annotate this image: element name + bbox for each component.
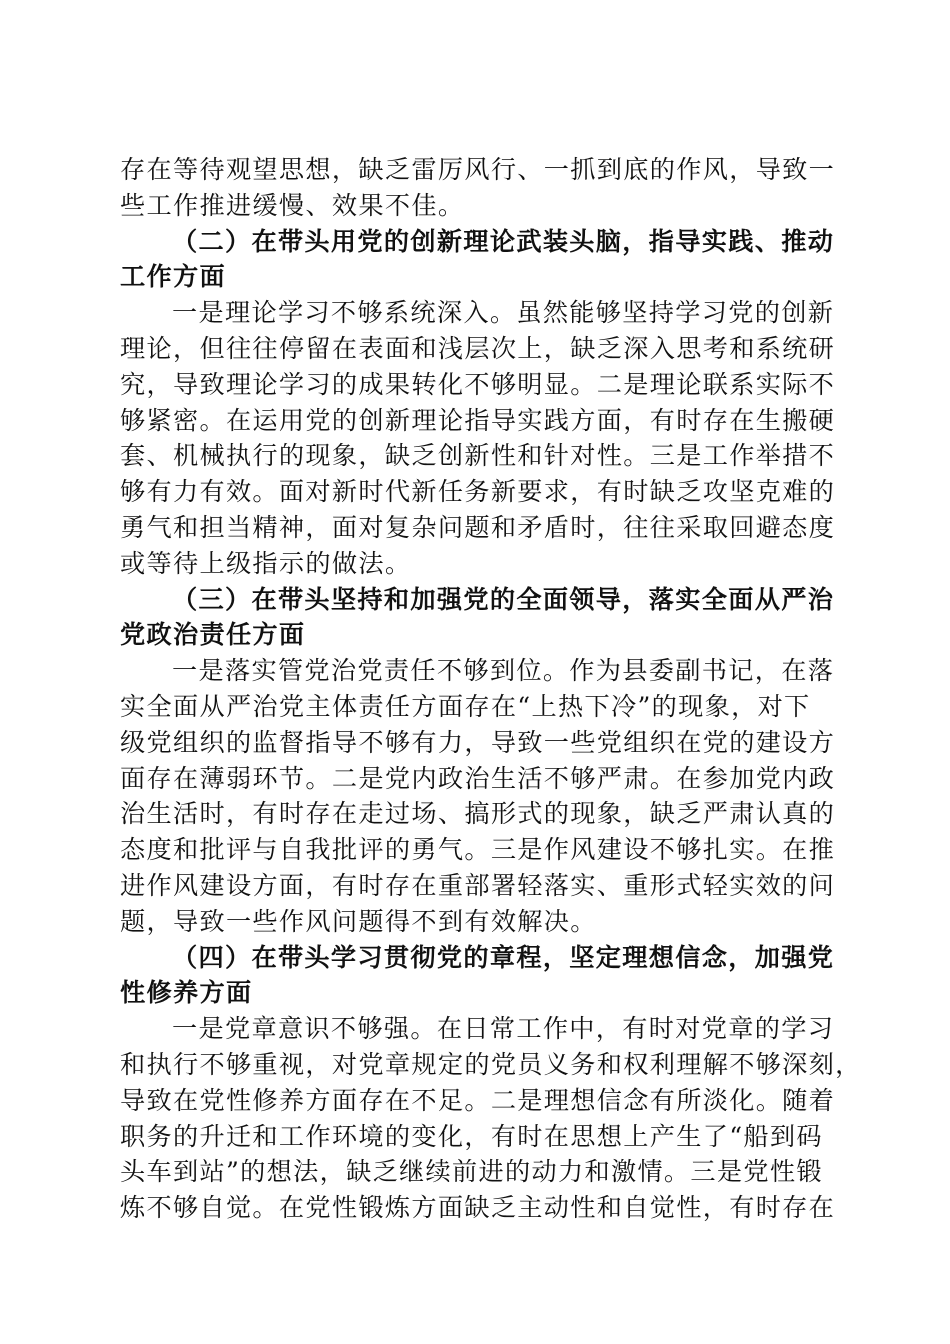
- text-line: 存在等待观望思想，缺乏雷厉风行、一抓到底的作风，导致一: [120, 155, 836, 184]
- section-heading-2-cont: 工作方面: [120, 261, 226, 292]
- text-line: 一是理论学习不够系统深入。虽然能够坚持学习党的创新: [172, 298, 835, 328]
- document-body: [120, 152, 862, 1226]
- text-line: 职务的升迁和工作环境的变化，有时在思想上产生了“船到码: [120, 1121, 823, 1151]
- text-line: 治生活时，有时存在走过场、搞形式的现象，缺乏严肃认真的: [120, 799, 836, 829]
- text-line: 炼不够自觉。在党性锻炼方面缺乏主动性和自觉性，有时存在: [120, 1193, 836, 1223]
- text-line: 究，导致理论学习的成果转化不够明显。二是理论联系实际不: [120, 369, 836, 399]
- text-line: 够有力有效。面对新时代新任务新要求，有时缺乏攻坚克难的: [120, 477, 836, 507]
- section-heading-4-cont: 性修养方面: [120, 977, 253, 1008]
- text-line: 实全面从严治党主体责任方面存在“上热下冷”的现象，对下: [120, 691, 811, 721]
- text-line: 进作风建设方面，有时存在重部署轻落实、重形式轻实效的问: [120, 870, 836, 900]
- text-line: 一是党章意识不够强。在日常工作中，有时对党章的学习: [172, 1014, 835, 1044]
- text-line: 够紧密。在运用党的创新理论指导实践方面，有时存在生搬硬: [120, 405, 836, 435]
- text-line: 级党组织的监督指导不够有力，导致一些党组织在党的建设方: [120, 727, 836, 757]
- text-line: 套、机械执行的现象，缺乏创新性和针对性。三是工作举措不: [120, 441, 836, 471]
- text-line: 和执行不够重视，对党章规定的党员义务和权利理解不够深刻，: [120, 1049, 862, 1079]
- text-line: 导致在党性修养方面存在不足。二是理想信念有所淡化。随着: [120, 1085, 836, 1115]
- section-heading-4: （四）在带头学习贯彻党的章程，坚定理想信念，加强党: [172, 941, 835, 972]
- text-line: 或等待上级指示的做法。: [120, 548, 412, 578]
- text-line: 面存在薄弱环节。二是党内政治生活不够严肃。在参加党内政: [120, 763, 836, 793]
- text-line: 头车到站”的想法，缺乏继续前进的动力和激情。三是党性锻: [120, 1157, 823, 1187]
- section-heading-2: （二）在带头用党的创新理论武装头脑，指导实践、推动: [172, 225, 835, 256]
- section-heading-3: （三）在带头坚持和加强党的全面领导，落实全面从严治: [172, 583, 835, 614]
- text-line: 题，导致一些作风问题得不到有效解决。: [120, 906, 597, 936]
- text-line: 勇气和担当精神，面对复杂问题和矛盾时，往往采取回避态度: [120, 512, 836, 542]
- text-line: 态度和批评与自我批评的勇气。三是作风建设不够扎实。在推: [120, 835, 836, 865]
- text-line: 些工作推进缓慢、效果不佳。: [120, 190, 465, 220]
- text-line: 一是落实管党治党责任不够到位。作为县委副书记，在落: [172, 656, 835, 686]
- text-line: 理论，但往往停留在表面和浅层次上，缺乏深入思考和系统研: [120, 333, 836, 363]
- section-heading-3-cont: 党政治责任方面: [120, 619, 306, 650]
